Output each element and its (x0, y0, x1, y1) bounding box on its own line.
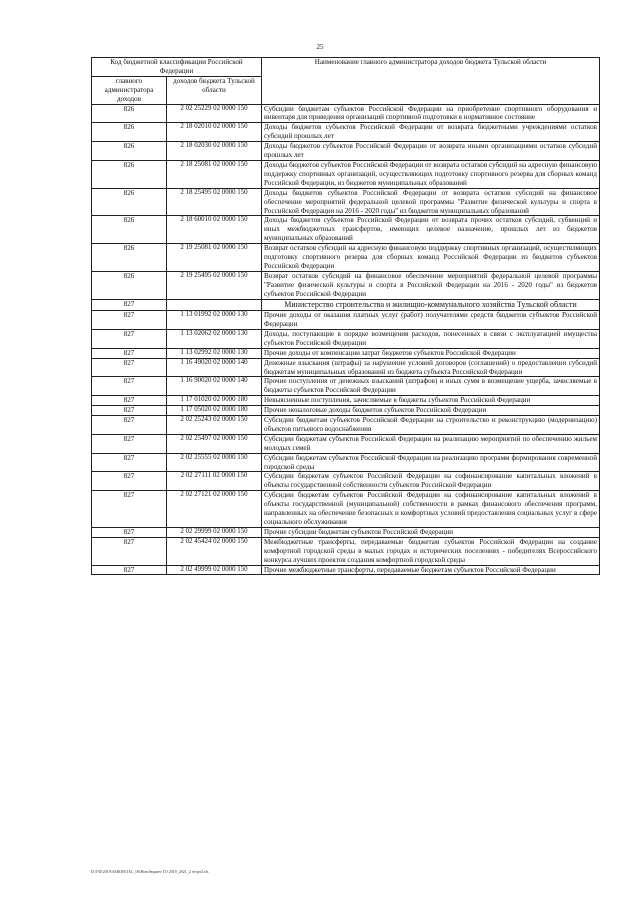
file-path-footer: D:\ГФ\2019\ЗАКОН\ЗАС_06\Нов.бюджет ТО 2019_2021_2 чт\рп3.xls (91, 869, 209, 874)
revenue-name-cell: Субсидии бюджетам субъектов Российской Федерации на реализацию мероприятий по обеспечению жильем молодых семей (262, 434, 600, 453)
admin-code-cell: 827 (92, 311, 167, 330)
revenue-name-cell: Прочие доходы от компенсации затрат бюджетов субъектов Российской Федерации (262, 348, 600, 358)
revenue-name-cell: Доходы бюджетов субъектов Российской Федерации от возврата остатков субсидий на финансовое обеспечение мероприятий федеральной целевой программы "Развитие физической культуры и спорта в Российской Федерации на 2016 - 2020 годы" из бюджетов муниципальных образований (262, 188, 600, 216)
revenue-name-cell: Невыясненные поступления, зачисляемые в бюджеты субъектов Российской Федерации (262, 396, 600, 406)
revenue-name-cell: Возврат остатков субсидий на адресную финансовую поддержку спортивных организаций, осуществляющих подготовку спортивного резерва для сборных команд Российской Федерации из бюджетов субъектов Российской Федерации (262, 244, 600, 272)
table-row (92, 160, 600, 188)
revenue-code-cell: 2 02 25229 02 0000 150 (167, 104, 262, 123)
table-row (92, 537, 600, 565)
admin-code-cell: 826 (92, 271, 167, 299)
revenue-code-cell: 2 02 49999 02 0000 150 (167, 565, 262, 575)
table-row (92, 188, 600, 216)
admin-code-cell: 826 (92, 216, 167, 244)
classification-code-header: Код бюджетной классификации Российской Федерации (92, 58, 262, 77)
table-row (92, 377, 600, 396)
admin-code-cell: 827 (92, 329, 167, 348)
revenue-code-cell: 1 16 49020 02 0000 140 (167, 358, 262, 377)
admin-code-cell: 827 (92, 527, 167, 537)
revenue-code-cell: 2 02 25555 02 0000 150 (167, 453, 262, 472)
revenue-name-cell: Доходы бюджетов субъектов Российской Федерации от возврата бюджетными учреждениями остатков субсидий прошлых лет (262, 123, 600, 142)
revenue-code-cell: 2 18 02010 02 0000 150 (167, 123, 262, 142)
revenue-name-cell: Возврат остатков субсидий на финансовое обеспечение мероприятий федеральной целевой программы "Развитие физической культуры и спорта в Российской Федерации на 2016 - 2020 годы" из бюджетов субъектов Российской Федерации (262, 271, 600, 299)
revenue-classification-table (91, 57, 600, 575)
admin-code-cell: 827 (92, 299, 167, 311)
revenue-name-cell: Субсидии бюджетам субъектов Российской Федерации на реализацию программ формирования современной городской среды (262, 453, 600, 472)
administrator-name-header: Наименование главного администратора доходов бюджета Тульской области (262, 58, 600, 105)
revenue-code-cell: 2 02 27121 02 0000 150 (167, 491, 262, 528)
admin-code-cell: 826 (92, 142, 167, 161)
revenue-code-cell: 1 16 90020 02 0000 140 (167, 377, 262, 396)
revenue-code-header: доходов бюджета Тульской области (167, 76, 262, 104)
table-row (92, 271, 600, 299)
revenue-code-cell: 2 02 25243 02 0000 150 (167, 416, 262, 435)
revenue-name-cell: Доходы бюджетов субъектов Российской Федерации от возврата иными организациями остатков субсидий прошлых лет (262, 142, 600, 161)
revenue-code-cell: 1 17 01020 02 0000 180 (167, 396, 262, 406)
revenue-name-cell: Прочие субсидии бюджетам субъектов Российской Федерации (262, 527, 600, 537)
section-header-row (92, 299, 600, 311)
admin-code-cell: 827 (92, 453, 167, 472)
revenue-code-cell: 2 18 60010 02 0000 150 (167, 216, 262, 244)
admin-code-cell: 827 (92, 396, 167, 406)
table-row (92, 527, 600, 537)
revenue-name-cell: Доходы, поступающие в порядке возмещения расходов, понесенных в связи с эксплуатацией имущества субъектов Российской Федерации (262, 329, 600, 348)
revenue-name-cell: Денежные взыскания (штрафы) за нарушение условий договоров (соглашений) о предоставлении субсидий бюджетам муниципальных образований из бюджета субъекта Российской Федерации (262, 358, 600, 377)
admin-code-cell: 827 (92, 377, 167, 396)
revenue-code-cell: 2 02 27111 02 0000 150 (167, 472, 262, 491)
admin-code-cell: 827 (92, 358, 167, 377)
admin-code-cell: 827 (92, 348, 167, 358)
admin-code-cell: 826 (92, 244, 167, 272)
table-row (92, 329, 600, 348)
table-row (92, 358, 600, 377)
table-row (92, 142, 600, 161)
revenue-code-cell: 2 18 25495 02 0000 150 (167, 188, 262, 216)
table-row (92, 434, 600, 453)
table-row (92, 104, 600, 123)
admin-code-cell: 827 (92, 434, 167, 453)
chief-administrator-header: главного администратора доходов (92, 76, 167, 104)
page-number: 25 (316, 43, 324, 51)
admin-code-cell: 827 (92, 416, 167, 435)
revenue-code-cell: 1 13 01992 02 0000 130 (167, 311, 262, 330)
table-row (92, 348, 600, 358)
admin-code-cell: 827 (92, 406, 167, 416)
table-row (92, 491, 600, 528)
revenue-name-cell: Прочие неналоговые доходы бюджетов субъектов Российской Федерации (262, 406, 600, 416)
table-row (92, 416, 600, 435)
admin-code-cell: 826 (92, 188, 167, 216)
admin-code-cell: 826 (92, 123, 167, 142)
revenue-code-cell: 1 13 02062 02 0000 130 (167, 329, 262, 348)
revenue-code-cell: 1 13 02992 02 0000 130 (167, 348, 262, 358)
revenue-code-cell: 2 02 45424 02 0000 150 (167, 537, 262, 565)
table-row (92, 396, 600, 406)
admin-code-cell: 826 (92, 160, 167, 188)
revenue-code-cell: 2 19 25495 02 0000 150 (167, 271, 262, 299)
table-body (92, 104, 600, 575)
revenue-name-cell: Доходы бюджетов субъектов Российской Федерации от возврата прочих остатков субсидий, субвенций и иных межбюджетных трансфертов, имеющих целевое назначение, прошлых лет из бюджетов муниципальных образований (262, 216, 600, 244)
revenue-name-cell: Доходы бюджетов субъектов Российской Федерации от возврата остатков субсидий на адресную финансовую поддержку спортивных организаций, осуществляющих подготовку спортивного резерва для сборных команд Российской Федерации, из бюджетов муниципальных образований (262, 160, 600, 188)
table-row (92, 472, 600, 491)
table-row (92, 565, 600, 575)
revenue-code-cell: 2 19 25081 02 0000 150 (167, 244, 262, 272)
revenue-name-cell: Министерство строительства и жилищно-коммунального хозяйства Тульской области (262, 299, 600, 311)
revenue-code-cell: 2 18 02030 02 0000 150 (167, 142, 262, 161)
revenue-code-cell: 1 17 05020 02 0000 180 (167, 406, 262, 416)
admin-code-cell: 827 (92, 491, 167, 528)
table-row (92, 244, 600, 272)
revenue-name-cell: Межбюджетные трансферты, передаваемые бюджетам субъектов Российской Федерации на создание комфортной городской среды в малых городах и исторических поселениях - победителях Всероссийского конкурса лучших проектов создания комфортной городской среды (262, 537, 600, 565)
revenue-code-cell: 2 02 25497 02 0000 150 (167, 434, 262, 453)
revenue-name-cell: Субсидии бюджетам субъектов Российской Федерации на приобретение спортивного оборудования и инвентаря для приведения организаций спортивной подготовки в нормативное состояние (262, 104, 600, 123)
revenue-name-cell: Субсидии бюджетам субъектов Российской Федерации на софинансирование капитальных вложений в объекты государственной собственности субъектов Российской Федерации (262, 472, 600, 491)
admin-code-cell: 827 (92, 537, 167, 565)
revenue-code-cell: 2 18 25081 02 0000 150 (167, 160, 262, 188)
revenue-code-cell: 2 02 29999 02 0000 150 (167, 527, 262, 537)
revenue-name-cell: Прочие межбюджетные трансферты, передаваемые бюджетам субъектов Российской Федерации (262, 565, 600, 575)
admin-code-cell: 827 (92, 472, 167, 491)
table-row (92, 123, 600, 142)
table-row (92, 453, 600, 472)
revenue-name-cell: Прочие доходы от оказания платных услуг (работ) получателями средств бюджетов субъектов Российской Федерации (262, 311, 600, 330)
revenue-name-cell: Прочие поступления от денежных взысканий (штрафов) и иных сумм в возмещение ущерба, зачисляемые в бюджеты субъектов Российской Федерации (262, 377, 600, 396)
revenue-code-cell (167, 299, 262, 311)
table-row (92, 311, 600, 330)
revenue-name-cell: Субсидии бюджетам субъектов Российской Федерации на софинансирование капитальных вложений в объекты государственной (муниципальной) собственности в рамках финансового обеспечения программ, направленных на обеспечение безопасных и комфортных условий предоставления социальных услуг в сфере социального обслуживания (262, 491, 600, 528)
admin-code-cell: 827 (92, 565, 167, 575)
table-row (92, 216, 600, 244)
revenue-name-cell: Субсидии бюджетам субъектов Российской Федерации на строительство и реконструкцию (модернизацию) объектов питьевого водоснабжения (262, 416, 600, 435)
table-row (92, 406, 600, 416)
admin-code-cell: 826 (92, 104, 167, 123)
